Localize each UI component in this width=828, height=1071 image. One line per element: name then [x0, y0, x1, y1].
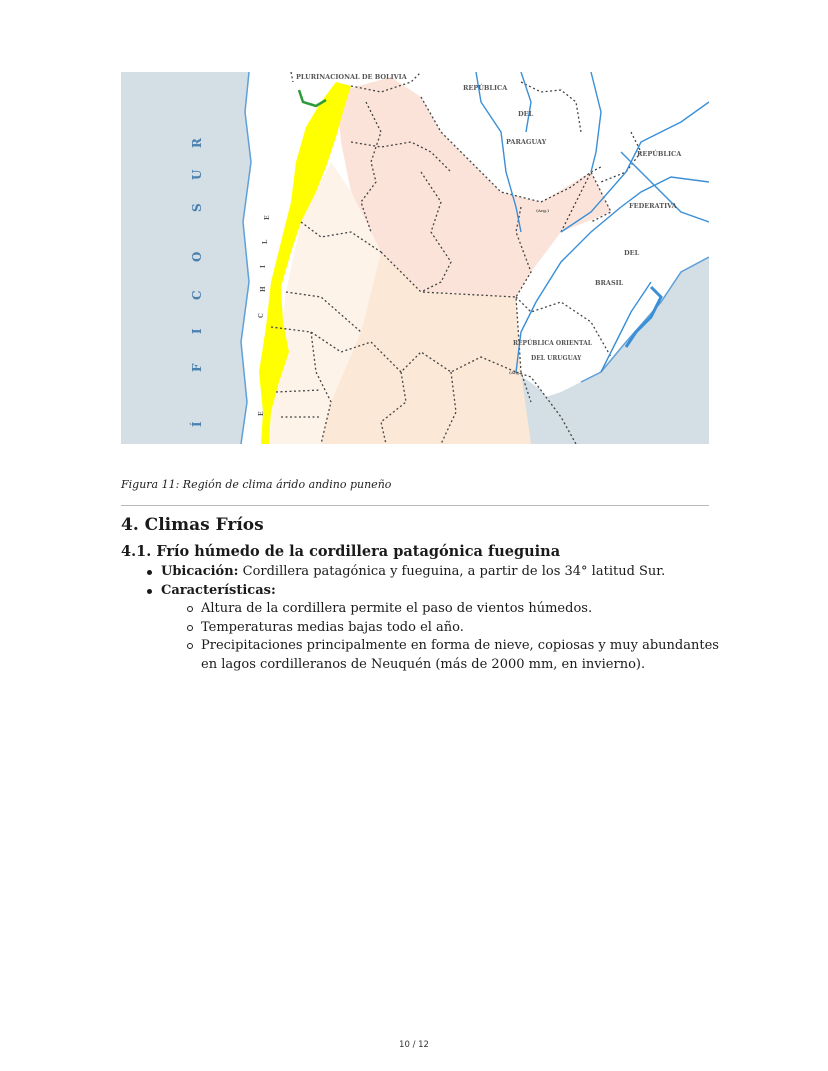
page-number: 10 / 12 [399, 1040, 429, 1050]
sub-bullet-list [161, 600, 721, 674]
map-label-del-2: DEL [624, 249, 640, 257]
climate-map [121, 72, 709, 444]
item-label: Características: [161, 582, 276, 598]
bullet-list [121, 563, 721, 674]
sub-list-item: Precipitaciones principalmente en forma de nieve, copiosas y muy abundantes en lagos cordilleranos de Neuquén (más de 2000 mm, en invierno). [201, 637, 721, 674]
chile-letter: I [260, 265, 267, 268]
map-label-bolivia: PLURINACIONAL DE BOLIVIA [296, 73, 407, 81]
section-heading: 4. Climas Fríos [121, 515, 264, 535]
ocean-letter: F [190, 363, 204, 372]
map-label-brasil: BRASIL [595, 279, 624, 287]
item-text: Cordillera patagónica y fueguina, a partir de los 34° latitud Sur. [238, 564, 666, 579]
ocean-letter: C [190, 290, 204, 300]
list-item-caracteristicas [161, 582, 721, 675]
ocean-letter: O [190, 251, 204, 262]
map-label-paraguay: PARAGUAY [506, 138, 547, 146]
chile-letter: C [258, 313, 265, 318]
sub-list-item: Temperaturas medias bajas todo el año. [201, 619, 721, 638]
chile-letter: E [264, 215, 271, 220]
map-label-arg-2: (Arg.) [509, 370, 523, 375]
section-content [121, 563, 721, 674]
ocean-letter: U [190, 169, 204, 180]
section-divider [121, 505, 709, 506]
map-label-del-1: DEL [518, 110, 534, 118]
map-label-federativa: FEDERATIVA [629, 202, 677, 210]
ocean-letter: R [190, 138, 204, 148]
subsection-heading: 4.1. Frío húmedo de la cordillera patagónica fueguina [121, 543, 561, 560]
chile-letter: E [258, 411, 265, 416]
figure-caption: Figura 11: Región de clima árido andino puneño [121, 478, 392, 491]
ocean-letter: Í [190, 421, 204, 427]
ocean-letter: I [190, 328, 204, 334]
chile-letter: L [262, 239, 269, 244]
ocean-letter: S [190, 203, 204, 212]
map-label-rep-oriental: REPÚBLICA ORIENTAL [513, 340, 593, 347]
pacific-ocean [121, 72, 251, 444]
map-label-del-uruguay: DEL URUGUAY [531, 355, 582, 362]
map-label-republica-2: REPÚBLICA [637, 150, 682, 158]
list-item-ubicacion [161, 563, 721, 582]
chile-letter: H [260, 286, 267, 292]
map-label-republica-1: REPÚBLICA [463, 84, 508, 92]
item-label: Ubicación: [161, 564, 239, 579]
climate-map-figure [121, 72, 709, 444]
sub-list-item: Altura de la cordillera permite el paso de vientos húmedos. [201, 600, 721, 619]
map-label-arg-1: (Arg.) [536, 208, 550, 213]
